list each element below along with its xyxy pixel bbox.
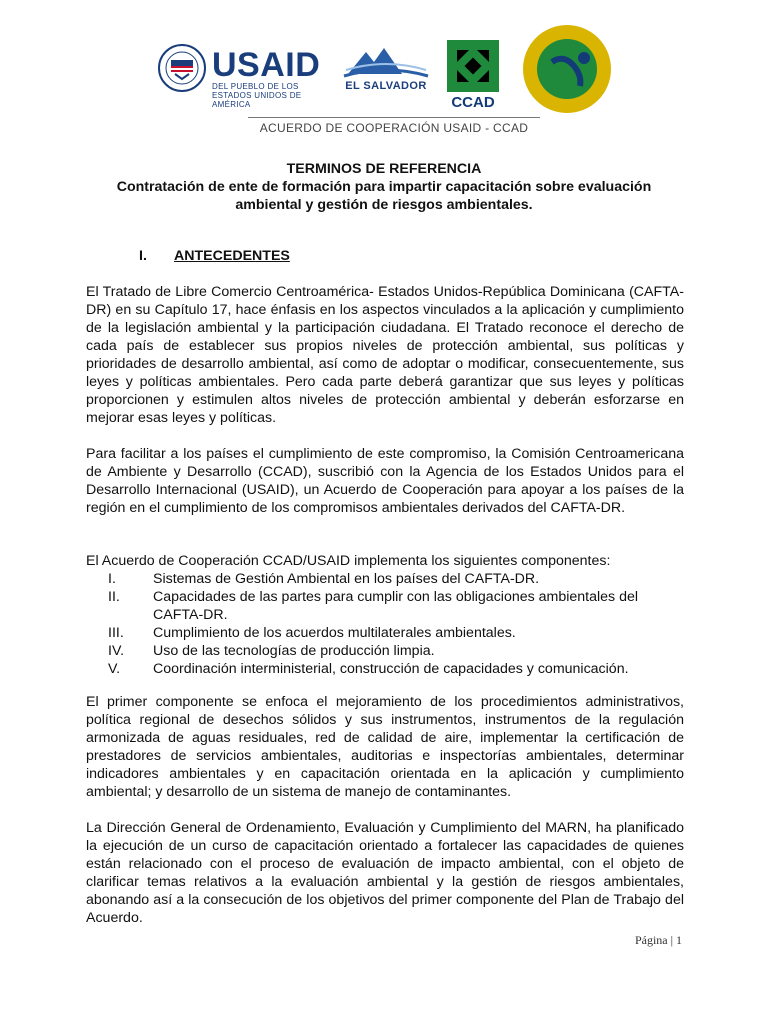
document-header	[0, 0, 768, 140]
header-divider	[248, 117, 540, 118]
paragraph: Para facilitar a los países el cumplimiento de este compromiso, la Comisión Centroamericana de Ambiente y Desarrollo (CCAD), suscribió con la Agencia de los Estados Unidos para el Desarrollo Internacional (USAID), un Acuerdo de Cooperación para apoyar a los países de la región en el cumplimiento de los compromisos ambientales derivados del CAFTA-DR.	[86, 446, 684, 516]
list-item-text: Coordinación interministerial, construcción de capacidades y comunicación.	[153, 661, 629, 677]
ccad-label: CCAD	[451, 94, 495, 111]
usaid-wordmark: USAID	[212, 46, 321, 84]
section-number: I.	[139, 248, 147, 264]
list-item	[86, 624, 684, 642]
list-item	[86, 588, 684, 624]
paragraph: El Tratado de Libre Comercio Centroamérica- Estados Unidos-República Dominicana (CAFTA-DR) en su Capítulo 17, hace énfasis en los aspectos vinculados a la aplicación y cumplimiento de la legislación ambiental y la participación ciudadana. El Tratado reconoce el derecho de cada país de establecer sus propios niveles de protección ambiental, sus políticas y prioridades de desarrollo ambiental, así como de adoptar o modificar, consecuentemente, sus leyes y políticas ambientales. Pero cada parte deberá garantizar que sus leyes y políticas proporcionen y estimulen altos niveles de protección ambiental y deberán esforzarse en mejorar esas leyes y políticas.	[86, 284, 684, 426]
page-number: Página | 1	[634, 933, 682, 947]
list-item-number: V.	[108, 661, 121, 677]
ccad-logo-icon	[447, 40, 499, 92]
title-line-2: Contratación de ente de formación para impartir capacitación sobre evaluación ambiental y gestión de riesgos ambientales.	[116, 179, 652, 213]
agreement-caption: ACUERDO DE COOPERACIÓN USAID - CCAD	[259, 121, 529, 135]
el-salvador-label: EL SALVADOR	[345, 80, 427, 92]
title-line-1: TERMINOS DE REFERENCIA	[286, 161, 482, 177]
list-item-number: IV.	[108, 643, 125, 659]
usaid-seal-icon	[158, 44, 206, 92]
usaid-tagline: DEL PUEBLO DE LOS ESTADOS UNIDOS DE AMÉRICA	[212, 82, 302, 109]
list-item-text: Capacidades de las partes para cumplir con las obligaciones ambientales del CAFTA-DR.	[153, 589, 639, 623]
components-list	[86, 570, 684, 678]
document-title	[86, 160, 682, 214]
section-title: ANTECEDENTES	[174, 248, 290, 264]
sica-seal-icon	[522, 24, 612, 114]
list-item	[86, 660, 684, 678]
list-item	[86, 642, 684, 660]
list-item-text: Sistemas de Gestión Ambiental en los países del CAFTA-DR.	[153, 571, 540, 587]
list-item-text: Uso de las tecnologías de producción limpia.	[153, 643, 435, 659]
list-item-text: Cumplimiento de los acuerdos multilaterales ambientales.	[153, 625, 516, 641]
paragraph: El Acuerdo de Cooperación CCAD/USAID implementa los siguientes componentes:	[86, 553, 611, 569]
list-item-number: I.	[108, 571, 116, 587]
list-item-number: III.	[108, 625, 124, 641]
list-item-number: II.	[108, 589, 120, 605]
paragraph: El primer componente se enfoca el mejoramiento de los procedimientos administrativos, política regional de desechos sólidos y sus instrumentos, instrumentos de la regulación armonizada de aguas residuales, red de calidad de aire, implementar la certificación de prestadores de servicios ambientales, auditorias e inspectorías ambientales, determinar indicadores ambientales y en capacitación orientada en la aplicación y cumplimiento ambiental; y desarrollo de un sistema de manejo de contaminantes.	[86, 694, 684, 800]
paragraph: La Dirección General de Ordenamiento, Evaluación y Cumplimiento del MARN, ha planificado la ejecución de un curso de capacitación orientado a fortalecer las capacidades de quienes están relacionado con el proceso de evaluación de impacto ambiental, con el objeto de clarificar temas relativos a la evaluación ambiental y la gestión de riesgos ambientales, abonando así a la consecución de los objetivos del primer componente del Plan de Trabajo del Acuerdo.	[86, 820, 684, 926]
section-heading	[139, 248, 290, 264]
list-item	[86, 570, 684, 588]
